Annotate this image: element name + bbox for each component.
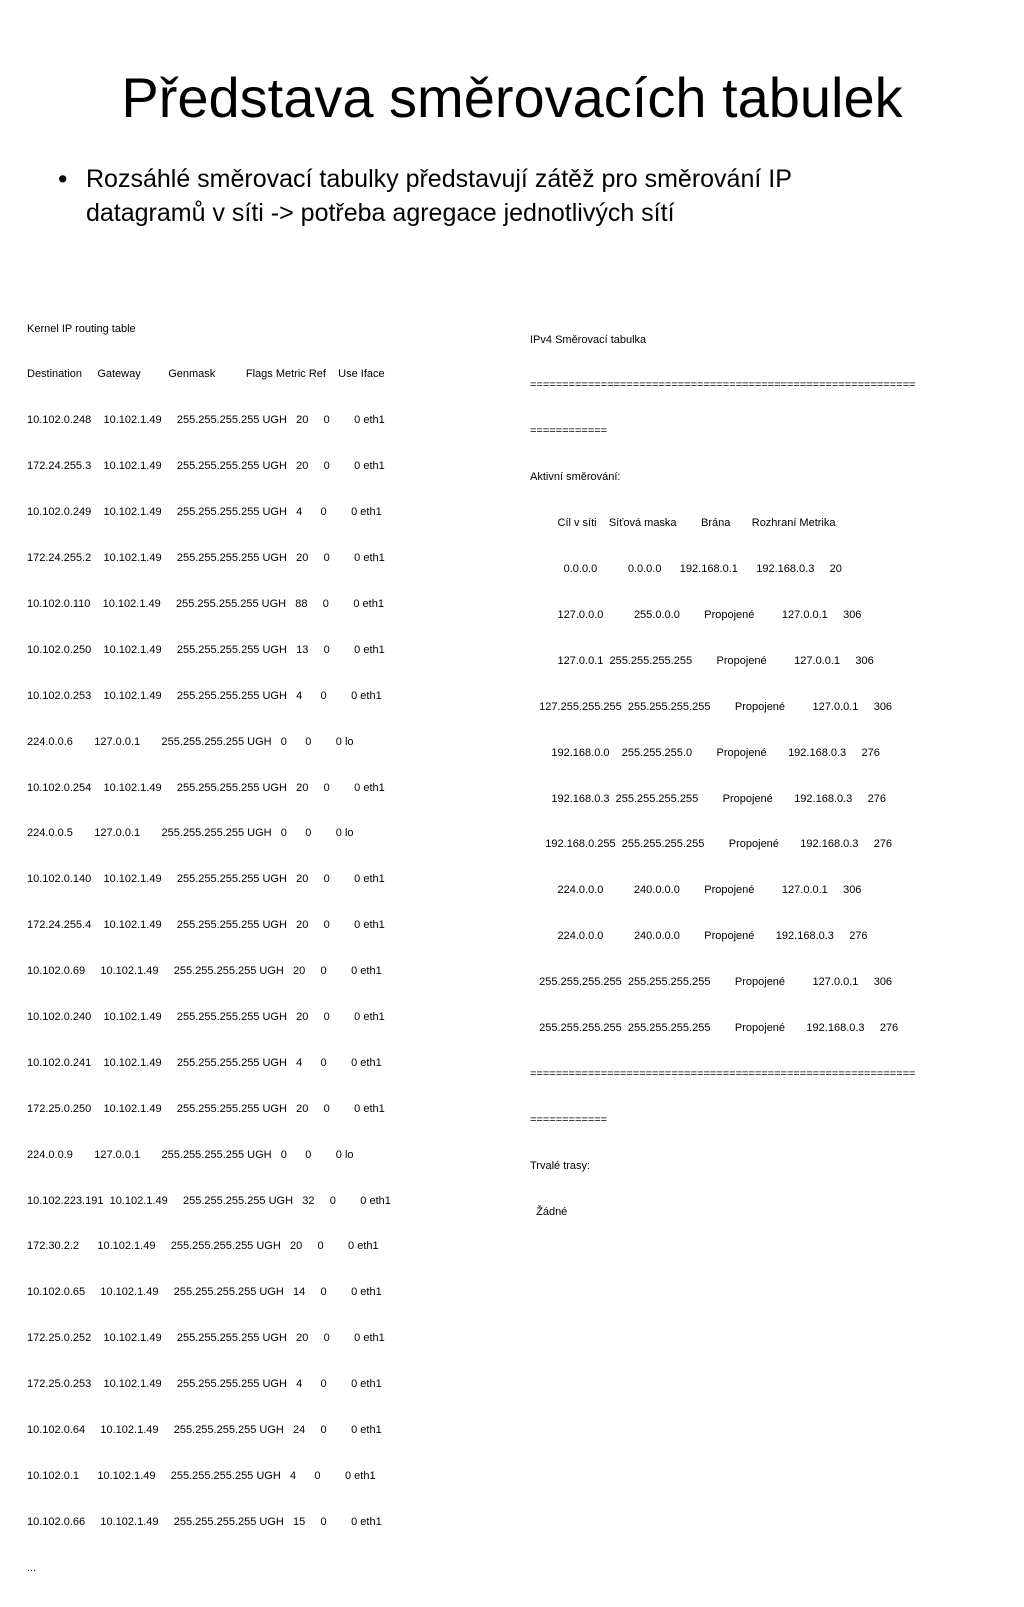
table-line: 10.102.0.254 10.102.1.49 255.255.255.255 UGH 20 0 0 eth1 [27, 781, 385, 794]
table-line: 10.102.0.64 10.102.1.49 255.255.255.255 UGH 24 0 0 eth1 [27, 1423, 382, 1436]
table-line: 224.0.0.9 127.0.0.1 255.255.255.255 UGH 0 0 0 lo [27, 1148, 354, 1161]
table-line: ============================================================ [530, 1067, 916, 1080]
table-line: 10.102.0.110 10.102.1.49 255.255.255.255 UGH 88 0 0 eth1 [27, 597, 384, 610]
table-line: 127.0.0.1 255.255.255.255 Propojené 127.0.0.1 306 [530, 654, 874, 667]
windows-routing-table [530, 302, 1000, 1250]
table-line: 10.102.0.253 10.102.1.49 255.255.255.255 UGH 4 0 0 eth1 [27, 689, 382, 702]
table-line: 224.0.0.0 240.0.0.0 Propojené 192.168.0.3 276 [530, 930, 868, 943]
table-ellipsis: ... [27, 1561, 37, 1574]
table-line: 10.102.223.191 10.102.1.49 255.255.255.255 UGH 32 0 0 eth1 [27, 1194, 391, 1207]
table-line: 10.102.0.240 10.102.1.49 255.255.255.255 UGH 20 0 0 eth1 [27, 1010, 385, 1023]
slide-title: Představa směrovacích tabulek [121, 66, 903, 129]
table-line: 172.25.0.253 10.102.1.49 255.255.255.255 UGH 4 0 0 eth1 [27, 1378, 382, 1391]
table-line: 10.102.0.250 10.102.1.49 255.255.255.255 UGH 13 0 0 eth1 [27, 643, 385, 656]
table-line: 224.0.0.6 127.0.0.1 255.255.255.255 UGH 0 0 0 lo [27, 735, 354, 748]
bullet-marker: • [58, 164, 68, 194]
table-line: 172.24.255.4 10.102.1.49 255.255.255.255 UGH 20 0 0 eth1 [27, 919, 385, 932]
table-line: 10.102.0.249 10.102.1.49 255.255.255.255 UGH 4 0 0 eth1 [27, 506, 382, 519]
table-line: Trvalé trasy: [530, 1159, 591, 1172]
table-line: ============ [530, 1113, 608, 1126]
table-line: ============================================================ [530, 379, 916, 392]
table-line: Destination Gateway Genmask Flags Metric Ref Use Iface [27, 368, 385, 381]
table-line: IPv4 Směrovací tabulka [530, 333, 647, 346]
table-line: 224.0.0.5 127.0.0.1 255.255.255.255 UGH 0 0 0 lo [27, 827, 354, 840]
bullet-list [58, 162, 958, 230]
table-line: Kernel IP routing table [27, 322, 136, 335]
table-line: 10.102.0.66 10.102.1.49 255.255.255.255 UGH 15 0 0 eth1 [27, 1515, 382, 1528]
table-line: 10.102.0.140 10.102.1.49 255.255.255.255 UGH 20 0 0 eth1 [27, 873, 385, 886]
table-line: 172.30.2.2 10.102.1.49 255.255.255.255 UGH 20 0 0 eth1 [27, 1240, 379, 1253]
table-line: 172.25.0.250 10.102.1.49 255.255.255.255 UGH 20 0 0 eth1 [27, 1102, 385, 1115]
table-line: 172.24.255.3 10.102.1.49 255.255.255.255 UGH 20 0 0 eth1 [27, 460, 385, 473]
table-line: 10.102.0.248 10.102.1.49 255.255.255.255 UGH 20 0 0 eth1 [27, 414, 385, 427]
table-line: 255.255.255.255 255.255.255.255 Propojené 192.168.0.3 276 [530, 1021, 899, 1034]
table-line: 192.168.0.0 255.255.255.0 Propojené 192.168.0.3 276 [530, 746, 880, 759]
table-line: 192.168.0.3 255.255.255.255 Propojené 192.168.0.3 276 [530, 792, 886, 805]
table-line: 0.0.0.0 0.0.0.0 192.168.0.1 192.168.0.3 20 [530, 563, 842, 576]
table-line: 10.102.0.241 10.102.1.49 255.255.255.255 UGH 4 0 0 eth1 [27, 1056, 382, 1069]
table-line: 10.102.0.65 10.102.1.49 255.255.255.255 UGH 14 0 0 eth1 [27, 1286, 382, 1299]
table-line: 127.255.255.255 255.255.255.255 Propojené 127.0.0.1 306 [530, 700, 893, 713]
table-line: 255.255.255.255 255.255.255.255 Propojené 127.0.0.1 306 [530, 976, 893, 989]
table-line: Aktivní směrování: [530, 471, 621, 484]
table-line: 10.102.0.1 10.102.1.49 255.255.255.255 UGH 4 0 0 eth1 [27, 1469, 376, 1482]
table-line: 172.25.0.252 10.102.1.49 255.255.255.255 UGH 20 0 0 eth1 [27, 1332, 385, 1345]
table-line: ============ [530, 425, 608, 438]
table-line: Cíl v síti Síťová maska Brána Rozhraní Metrika [530, 517, 836, 530]
table-line: 127.0.0.0 255.0.0.0 Propojené 127.0.0.1 306 [530, 608, 862, 621]
linux-routing-table [27, 291, 507, 1607]
table-line: 172.24.255.2 10.102.1.49 255.255.255.255 UGH 20 0 0 eth1 [27, 552, 385, 565]
table-line: 10.102.0.69 10.102.1.49 255.255.255.255 UGH 20 0 0 eth1 [27, 965, 382, 978]
table-line: 192.168.0.255 255.255.255.255 Propojené 192.168.0.3 276 [530, 838, 893, 851]
bullet-text: Rozsáhlé směrovací tabulky představují zátěž pro směrování IP datagramů v síti -> potřeba agregace jednotlivých sítí [86, 165, 792, 227]
bullet-item [58, 162, 958, 230]
table-line: 224.0.0.0 240.0.0.0 Propojené 127.0.0.1 306 [530, 884, 862, 897]
table-line: Žádné [530, 1205, 568, 1218]
